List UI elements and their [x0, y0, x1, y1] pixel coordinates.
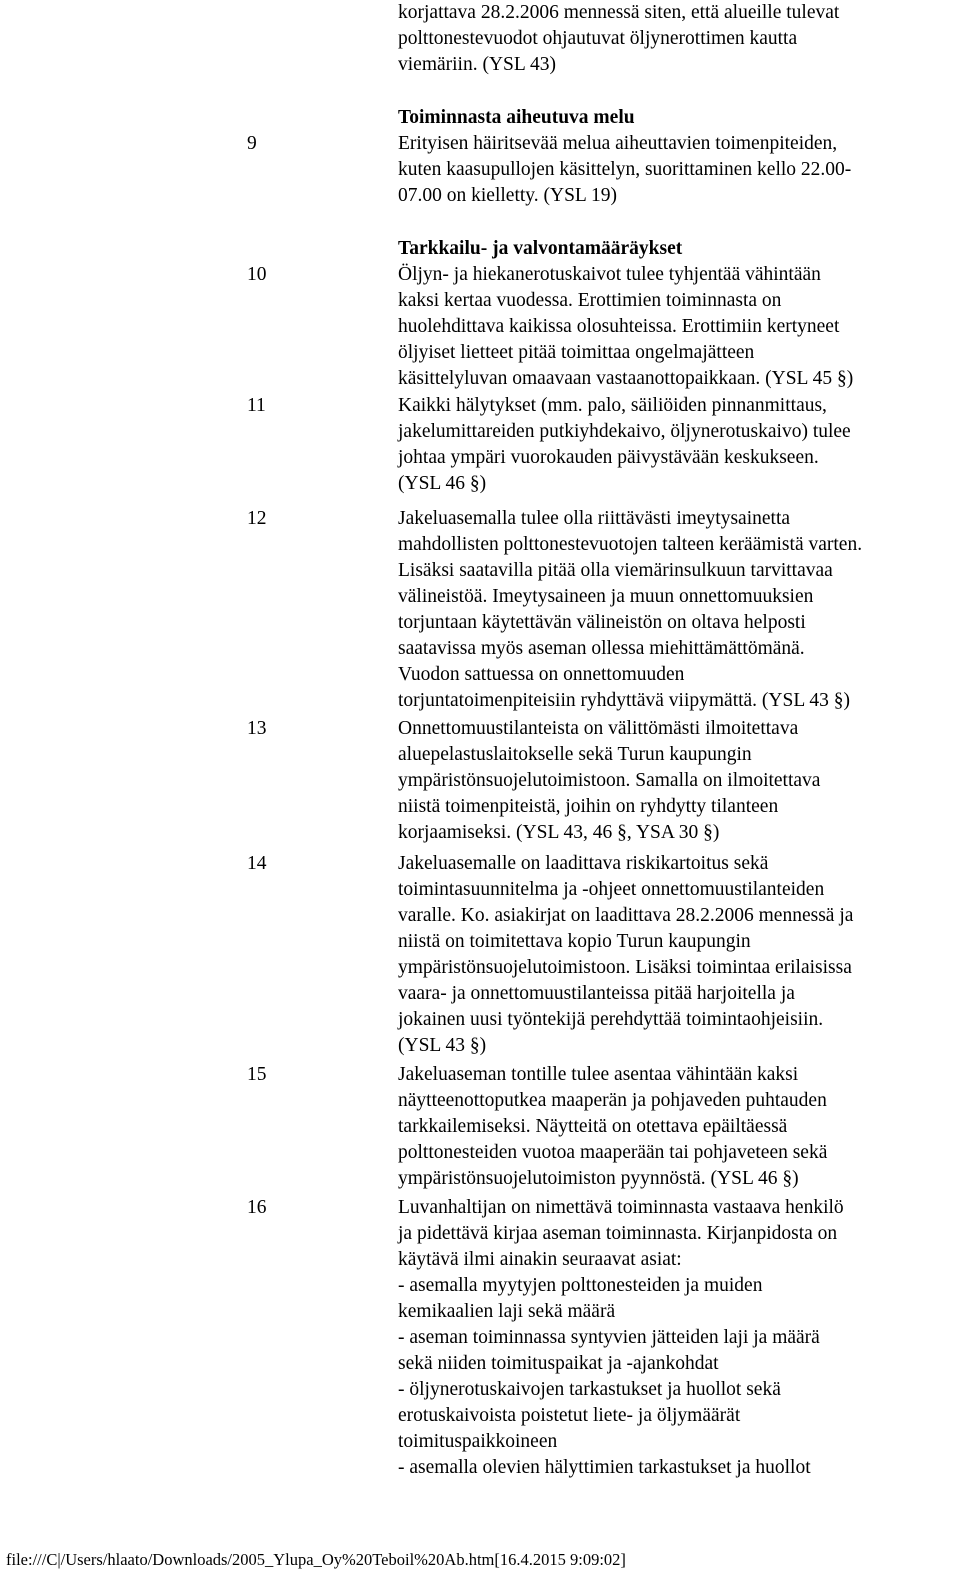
- item-16-line-10: toimituspaikkoineen: [398, 1431, 558, 1452]
- item-number-9: 9: [247, 133, 257, 154]
- item-13-line-2: aluepelastuslaitokselle sekä Turun kaupungin: [398, 744, 752, 765]
- item-16-line-5: kemikaalien laji sekä määrä: [398, 1301, 616, 1322]
- item-13-line-5: korjaamiseksi. (YSL 43, 46 §, YSA 30 §): [398, 822, 720, 843]
- item-14-line-7: jokainen uusi työntekijä perehdyttää toimintaohjeisiin.: [398, 1009, 824, 1030]
- item-16-line-7: sekä niiden toimituspaikat ja -ajankohdat: [398, 1353, 719, 1374]
- item-12-line-4: välineistöä. Imeytysaineen ja muun onnettomuuksien: [398, 586, 814, 607]
- item-12-line-2: mahdollisten polttonestevuotojen talteen keräämistä varten.: [398, 534, 863, 555]
- item-16-line-2: ja pidettävä kirjaa aseman toiminnasta. Kirjanpidosta on: [398, 1223, 838, 1244]
- item-number-12: 12: [247, 508, 267, 529]
- item-14-line-1: Jakeluasemalle on laadittava riskikartoitus sekä: [398, 853, 769, 874]
- item-11-line-4: (YSL 46 §): [398, 473, 487, 494]
- item-11-line-1: Kaikki hälytykset (mm. palo, säiliöiden pinnanmittaus,: [398, 395, 827, 416]
- item-12-line-7: Vuodon sattuessa on onnettomuuden: [398, 664, 685, 685]
- item-16-line-3: käytävä ilmi ainakin seuraavat asiat:: [398, 1249, 682, 1270]
- item-16-line-1: Luvanhaltijan on nimettävä toiminnasta vastaava henkilö: [398, 1197, 844, 1218]
- item-16-line-8: - öljynerotuskaivojen tarkastukset ja huollot sekä: [398, 1379, 781, 1400]
- section-heading-tarkkailu: Tarkkailu- ja valvontamääräykset: [398, 238, 683, 259]
- item-number-10: 10: [247, 264, 267, 285]
- item-13-line-1: Onnettomuustilanteista on välittömästi ilmoitettava: [398, 718, 799, 739]
- section-heading-melu: Toiminnasta aiheutuva melu: [398, 107, 635, 128]
- item-15-line-4: polttonesteiden vuotoa maaperään tai pohjaveteen sekä: [398, 1142, 828, 1163]
- item-11-line-2: jakelumittareiden putkiyhdekaivo, öljynerotuskaivo) tulee: [398, 421, 851, 442]
- item-number-11: 11: [247, 395, 266, 416]
- item-12-line-5: torjuntaan käytettävän välineistön on oltava helposti: [398, 612, 806, 633]
- item-10-line-2: kaksi kertaa vuodessa. Erottimien toiminnasta on: [398, 290, 782, 311]
- item-12-line-3: Lisäksi saatavilla pitää olla viemärinsulkuun tarvittavaa: [398, 560, 833, 581]
- footer-file-path: file:///C|/Users/hlaato/Downloads/2005_Ylupa_Oy%20Teboil%20Ab.htm[16.4.2015 9:09:02]: [6, 1550, 626, 1569]
- item-9-line-3: 07.00 on kielletty. (YSL 19): [398, 185, 617, 206]
- item-number-16: 16: [247, 1197, 267, 1218]
- intro-line-1: korjattava 28.2.2006 mennessä siten, että alueille tulevat: [398, 2, 840, 23]
- item-12-line-6: saatavissa myös aseman ollessa miehittämättömänä.: [398, 638, 805, 659]
- item-15-line-3: tarkkailemiseksi. Näytteitä on otettava epäiltäessä: [398, 1116, 788, 1137]
- item-14-line-2: toimintasuunnitelma ja -ohjeet onnettomuustilanteiden: [398, 879, 825, 900]
- item-14-line-4: niistä on toimitettava kopio Turun kaupungin: [398, 931, 751, 952]
- item-16-line-4: - asemalla myytyjen polttonesteiden ja muiden: [398, 1275, 763, 1296]
- item-number-13: 13: [247, 718, 267, 739]
- item-11-line-3: johtaa ympäri vuorokauden päivystävään keskukseen.: [398, 447, 819, 468]
- item-16-line-6: - aseman toiminnassa syntyvien jätteiden laji ja määrä: [398, 1327, 820, 1348]
- intro-line-3: viemäriin. (YSL 43): [398, 54, 556, 75]
- item-12-line-8: torjuntatoimenpiteisiin ryhdyttävä viipymättä. (YSL 43 §): [398, 690, 851, 711]
- item-10-line-5: käsittelyluvan omaavaan vastaanottopaikkaan. (YSL 45 §): [398, 368, 854, 389]
- item-12-line-1: Jakeluasemalla tulee olla riittävästi imeytysainetta: [398, 508, 791, 529]
- item-14-line-5: ympäristönsuojelutoimistoon. Lisäksi toimintaa erilaisissa: [398, 957, 852, 978]
- item-9-line-1: Erityisen häiritsevää melua aiheuttavien toimenpiteiden,: [398, 133, 838, 154]
- item-15-line-2: näytteenottoputkea maaperän ja pohjaveden puhtauden: [398, 1090, 827, 1111]
- item-16-line-11: - asemalla olevien hälyttimien tarkastukset ja huollot: [398, 1457, 811, 1478]
- item-9-line-2: kuten kaasupullojen käsittelyn, suorittaminen kello 22.00-: [398, 159, 852, 180]
- item-14-line-3: varalle. Ko. asiakirjat on laadittava 28.2.2006 mennessä ja: [398, 905, 854, 926]
- item-14-line-6: vaara- ja onnettomuustilanteissa pitää harjoitella ja: [398, 983, 795, 1004]
- item-13-line-3: ympäristönsuojelutoimistoon. Samalla on ilmoitettava: [398, 770, 821, 791]
- item-16-line-9: erotuskaivoista poistetut liete- ja öljymäärät: [398, 1405, 741, 1426]
- item-14-line-8: (YSL 43 §): [398, 1035, 487, 1056]
- item-10-line-4: öljyiset lietteet pitää toimittaa ongelmajätteen: [398, 342, 755, 363]
- item-10-line-3: huolehdittava kaikissa olosuhteissa. Erottimiin kertyneet: [398, 316, 840, 337]
- item-number-14: 14: [247, 853, 267, 874]
- item-number-15: 15: [247, 1064, 267, 1085]
- item-15-line-1: Jakeluaseman tontille tulee asentaa vähintään kaksi: [398, 1064, 799, 1085]
- item-10-line-1: Öljyn- ja hiekanerotuskaivot tulee tyhjentää vähintään: [398, 264, 821, 285]
- item-15-line-5: ympäristönsuojelutoimiston pyynnöstä. (YSL 46 §): [398, 1168, 799, 1189]
- intro-line-2: polttonestevuodot ohjautuvat öljynerottimen kautta: [398, 28, 798, 49]
- item-13-line-4: niistä toimenpiteistä, joihin on ryhdytty tilanteen: [398, 796, 779, 817]
